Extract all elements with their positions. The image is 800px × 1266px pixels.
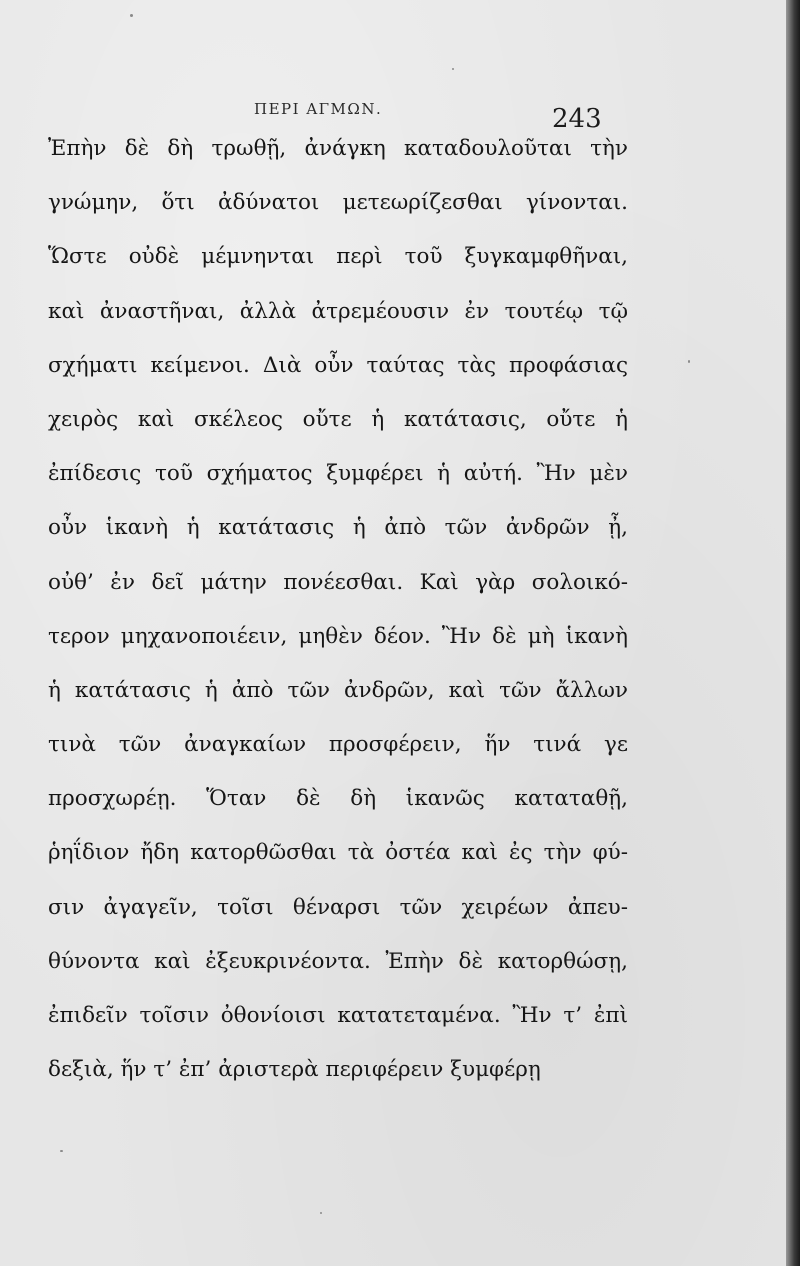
- text-line: Ἐπὴν δὲ δὴ τρωθῇ, ἀνάγκη καταδουλοῦται τὴν: [48, 136, 628, 161]
- text-line: σχήματι κείμενοι. Διὰ οὖν ταύτας τὰς προφάσιας: [48, 352, 628, 378]
- body-text: [48, 122, 628, 1097]
- text-line: προσχωρέῃ. Ὅταν δὲ δὴ ἱκανῶς καταταθῇ,: [48, 786, 628, 812]
- text-line: καὶ ἀναστῆναι, ἀλλὰ ἀτρεμέουσιν ἐν τουτέῳ τῷ: [48, 298, 628, 324]
- running-head: ΠΕΡΙ ΑΓΜΩΝ.: [254, 100, 383, 118]
- text-line: τινὰ τῶν ἀναγκαίων προσφέρειν, ἥν τινά γε: [48, 732, 628, 758]
- text-line: θύνοντα καὶ ἐξευκρινέοντα. Ἐπὴν δὲ κατορθώσῃ,: [48, 948, 628, 974]
- text-line: οὖν ἱκανὴ ἡ κατάτασις ἡ ἀπὸ τῶν ἀνδρῶν ᾖ,: [48, 515, 628, 541]
- text-line: ἡ κατάτασις ἡ ἀπὸ τῶν ἀνδρῶν, καὶ τῶν ἄλλων: [48, 677, 628, 703]
- text-line: ἐπίδεσις τοῦ σχήματος ξυμφέρει ἡ αὐτή. Ἢν μὲν: [48, 461, 628, 487]
- paper-speck: [688, 360, 690, 363]
- page-edge-shadow: [786, 0, 800, 1266]
- paper-speck: [130, 14, 133, 17]
- text-line: χειρὸς καὶ σκέλεος οὔτε ἡ κατάτασις, οὔτε ἡ: [48, 406, 628, 432]
- paper-speck: [452, 68, 454, 70]
- text-line: οὐθ’ ἐν δεῖ μάτην πονέεσθαι. Καὶ γὰρ σολοικό-: [48, 569, 628, 595]
- text-line: Ὥστε οὐδὲ μέμνηνται περὶ τοῦ ξυγκαμφθῆναι,: [48, 244, 628, 270]
- text-line: τερον μηχανοποιέειν, μηθὲν δέον. Ἢν δὲ μὴ ἱκανὴ: [48, 623, 628, 649]
- text-line: γνώμην, ὅτι ἀδύνατοι μετεωρίζεσθαι γίνονται.: [48, 190, 628, 216]
- paper-speck: [320, 1212, 322, 1214]
- text-line: σιν ἀγαγεῖν, τοῖσι θέναρσι τῶν χειρέων ἀπευ-: [48, 894, 628, 920]
- paper-speck: [60, 1150, 63, 1152]
- text-line: ῥηΐδιον ἤδη κατορθῶσθαι τὰ ὀστέα καὶ ἐς τὴν φύ-: [48, 840, 628, 866]
- text-line: ἐπιδεῖν τοῖσιν ὀθονίοισι κατατεταμένα. Ἢν τ’ ἐπὶ: [48, 1003, 628, 1028]
- text-line: δεξιὰ, ἥν τ’ ἐπ’ ἀριστερὰ περιφέρειν ξυμφέρῃ: [48, 1057, 541, 1083]
- page-number: 243: [552, 104, 602, 134]
